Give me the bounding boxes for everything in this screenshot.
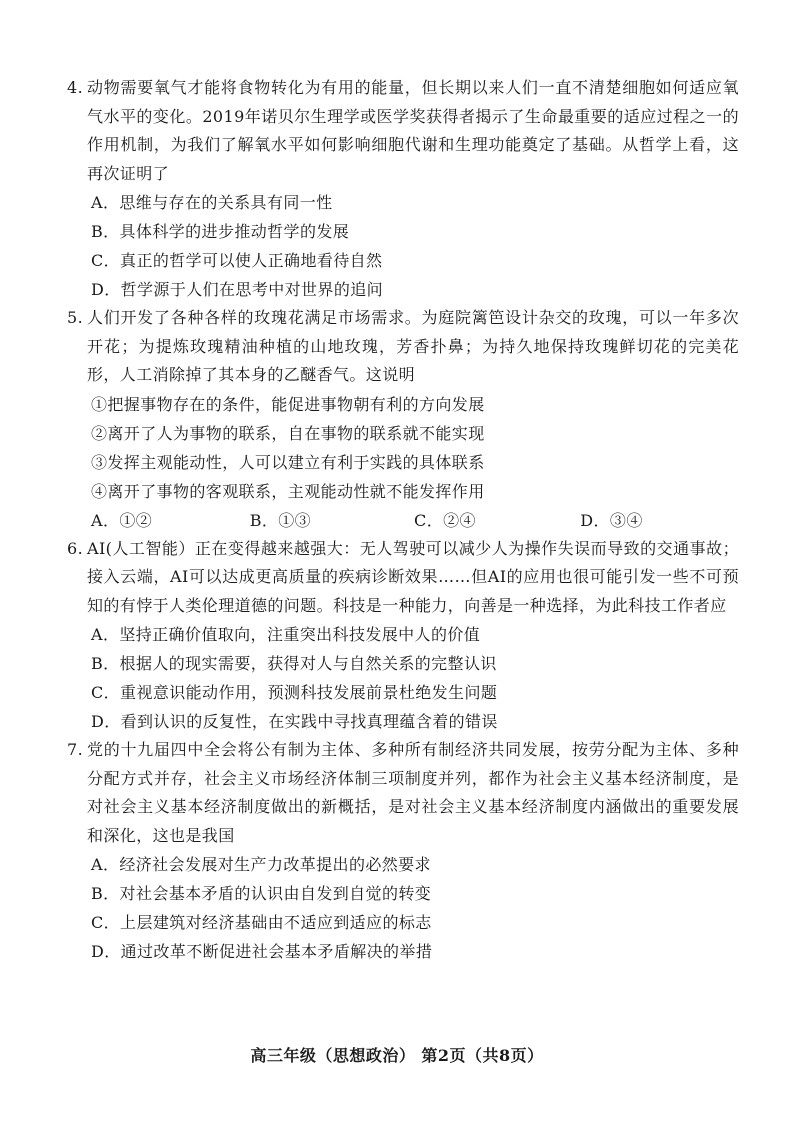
option-d[interactable]: D．③④ bbox=[580, 510, 643, 530]
question-number: 7. bbox=[67, 740, 84, 759]
option-b[interactable]: B．对社会基本矛盾的认识由自发到自觉的转变 bbox=[91, 884, 432, 903]
option-d[interactable]: D．哲学源于人们在思考中对世界的追问 bbox=[91, 280, 384, 299]
option-c[interactable]: C．上层建筑对经济基础由不适应到适应的标志 bbox=[91, 913, 432, 932]
option-a[interactable]: A．坚持正确价值取向，注重突出科技发展中人的价值 bbox=[91, 625, 481, 644]
choice-row bbox=[67, 506, 739, 535]
question-list bbox=[67, 74, 739, 966]
question-text: 党的十九届四中全会将公有制为主体、多种所有制经济共同发展，按劳分配为主体、多种分配方式并存，社会主义市场经济体制三项制度并列，都作为社会主义基本经济制度，是对社会主义基本经济制度做出的新概括，是对社会主义基本经济制度内涵做出的重要发展和深化，这也是我国 bbox=[87, 740, 739, 845]
question-number: 6. bbox=[67, 538, 84, 558]
option-b[interactable]: B．具体科学的进步推动哲学的发展 bbox=[91, 222, 350, 241]
question-number: 5. bbox=[67, 308, 84, 327]
statement-4: ④离开了事物的客观联系，主观能动性就不能发挥作用 bbox=[91, 481, 485, 501]
statement-3: ③发挥主观能动性，人可以建立有利于实践的具体联系 bbox=[91, 452, 485, 472]
question-text: AI(人工智能）正在变得越来越强大：无人驾驶可以减少人为操作失误而导致的交通事故；接入云端，AI可以达成更高质量的疾病诊断效果……但AI的应用也很可能引发一些不可预知的有悖于人类伦理道德的问题。科技是一种能力，向善是一种选择，为此科技工作者应 bbox=[87, 538, 739, 615]
option-a[interactable]: A．思维与存在的关系具有同一性 bbox=[91, 193, 333, 212]
question-number: 4. bbox=[67, 78, 84, 97]
question-stem bbox=[67, 74, 739, 188]
option-d[interactable]: D．看到认识的反复性，在实践中寻找真理蕴含着的错误 bbox=[91, 712, 498, 731]
question-7 bbox=[67, 736, 739, 966]
option-d[interactable]: D．通过改革不断促进社会基本矛盾解决的举措 bbox=[91, 942, 433, 961]
option-c[interactable]: C．重视意识能动作用，预测科技发展前景杜绝发生问题 bbox=[91, 683, 498, 702]
question-stem bbox=[67, 304, 739, 390]
question-4 bbox=[67, 74, 739, 304]
question-text: 人们开发了各种各样的玫瑰花满足市场需求。为庭院篱笆设计杂交的玫瑰，可以一年多次开花；为提炼玫瑰精油种植的山地玫瑰，芳香扑鼻；为持久地保持玫瑰鲜切花的完美花形，人工消除掉了其本身的乙醚香气。这说明 bbox=[87, 308, 739, 384]
question-stem bbox=[67, 535, 739, 621]
page-footer: 高三年级（思想政治） 第2页（共8页） bbox=[250, 1046, 544, 1065]
option-c[interactable]: C．真正的哲学可以使人正确地看待自然 bbox=[91, 251, 383, 270]
option-b[interactable]: B．根据人的现实需要，获得对人与自然关系的完整认识 bbox=[91, 654, 497, 673]
question-5 bbox=[67, 304, 739, 535]
statement-2: ②离开了人为事物的联系，自在事物的联系就不能实现 bbox=[91, 423, 485, 443]
option-c[interactable]: C．②④ bbox=[414, 510, 476, 530]
question-6 bbox=[67, 535, 739, 737]
question-text: 动物需要氧气才能将食物转化为有用的能量，但长期以来人们一直不清楚细胞如何适应氧气水平的变化。2019年诺贝尔生理学或医学奖获得者揭示了生命最重要的适应过程之一的作用机制，为我们了解氧水平如何影响细胞代谢和生理功能奠定了基础。从哲学上看，这再次证明了 bbox=[87, 78, 739, 183]
option-b[interactable]: B．①③ bbox=[249, 510, 312, 530]
statement-1: ①把握事物存在的条件，能促进事物朝有利的方向发展 bbox=[91, 394, 485, 414]
option-a[interactable]: A．①② bbox=[91, 510, 153, 530]
question-stem bbox=[67, 736, 739, 850]
option-a[interactable]: A．经济社会发展对生产力改革提出的必然要求 bbox=[91, 855, 431, 874]
